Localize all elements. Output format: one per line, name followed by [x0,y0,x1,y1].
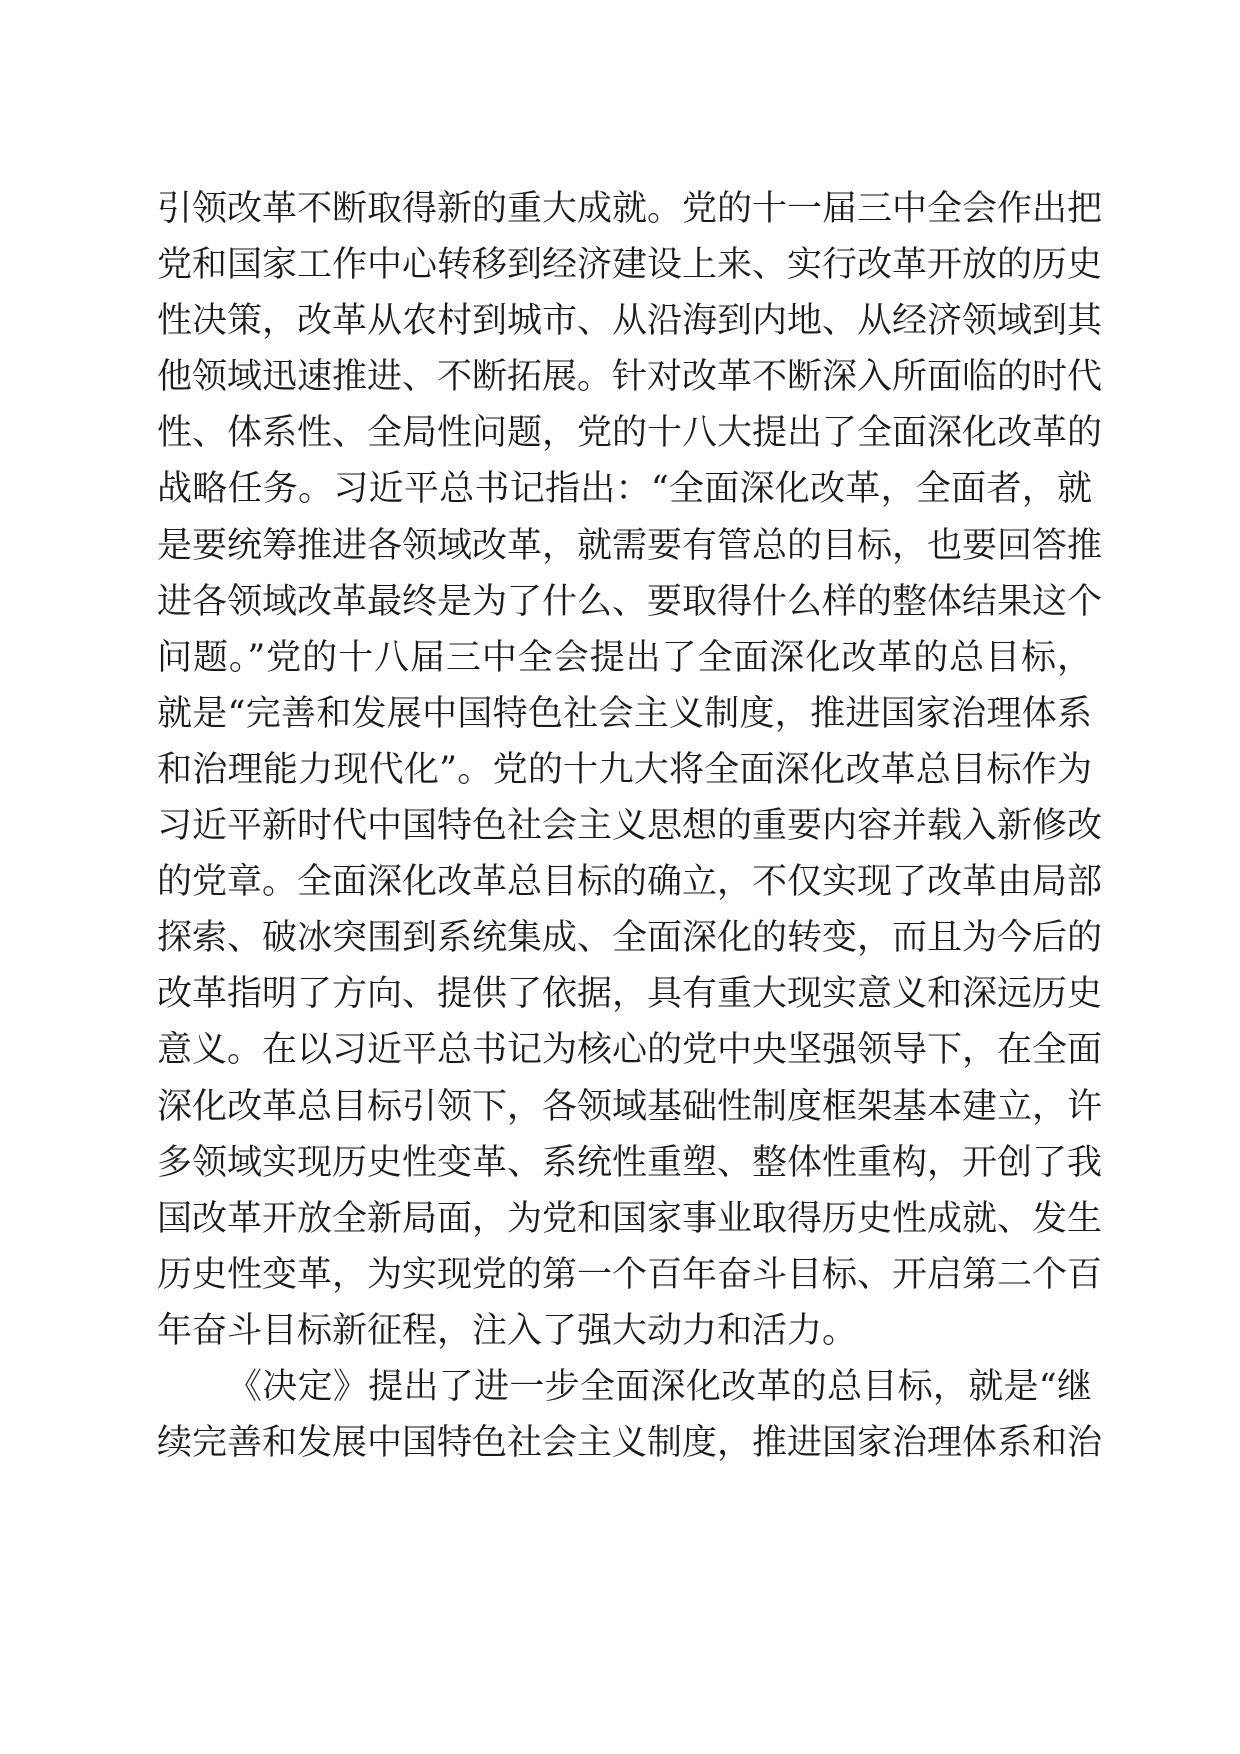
paragraph-2 [157,1359,1103,1471]
paragraph-line: 性决策，改革从农村到城市、从沿海到内地、从经济领域到其 [157,301,1103,342]
paragraph-line: 性、体系性、全局性问题，党的十八大提出了全面深化改革的 [157,413,1103,454]
paragraph-line: 和治理能力现代化”。党的十九大将全面深化改革总目标作为 [157,749,1092,790]
paragraph-line: 国改革开放全新局面，为党和国家事业取得历史性成就、发生 [157,1198,1103,1239]
paragraph-line: 就是“完善和发展中国特色社会主义制度，推进国家治理体系 [157,693,1092,734]
paragraph-first-line: 《决定》提出了进一步全面深化改革的总目标，就是“继 [227,1366,1092,1407]
body-text [157,181,1103,1471]
paragraph-line: 的党章。全面深化改革总目标的确立，不仅实现了改革由局部 [157,862,1103,903]
paragraph-line: 深化改革总目标引领下，各领域基础性制度框架基本建立，许 [157,1086,1103,1127]
paragraph-line: 进各领域改革最终是为了什么、要取得什么样的整体结果这个 [157,581,1103,622]
paragraph-line: 党和国家工作中心转移到经济建设上来、实行改革开放的历史 [157,245,1103,286]
paragraph-line: 引领改革不断取得新的重大成就。党的十一届三中全会作出把 [157,189,1103,229]
paragraph-line: 是要统筹推进各领域改革，就需要有管总的目标，也要回答推 [157,525,1103,566]
paragraph-line: 多领域实现历史性变革、系统性重塑、整体性重构，开创了我 [157,1142,1103,1183]
paragraph-line: 问题。”党的十八届三中全会提出了全面深化改革的总目标， [157,637,1092,678]
paragraph-last-line: 年奋斗目标新征程，注入了强大动力和活力。 [157,1310,858,1351]
paragraph-line: 战略任务。习近平总书记指出：“全面深化改革，全面者，就 [157,469,1092,510]
paragraph-line: 他领域迅速推进、不断拓展。针对改革不断深入所面临的时代 [157,357,1103,398]
paragraph-line: 意义。在以习近平总书记为核心的党中央坚强领导下，在全面 [157,1030,1103,1071]
paragraph-1 [157,181,1103,1359]
paragraph-line: 续完善和发展中国特色社会主义制度，推进国家治理体系和治 [157,1423,1103,1464]
paragraph-line: 习近平新时代中国特色社会主义思想的重要内容并载入新修改 [157,806,1103,847]
paragraph-line: 历史性变革，为实现党的第一个百年奋斗目标、开启第二个百 [157,1254,1103,1295]
paragraph-line: 改革指明了方向、提供了依据，具有重大现实意义和深远历史 [157,974,1103,1015]
paragraph-line: 探索、破冰突围到系统集成、全面深化的转变，而且为今后的 [157,918,1103,959]
